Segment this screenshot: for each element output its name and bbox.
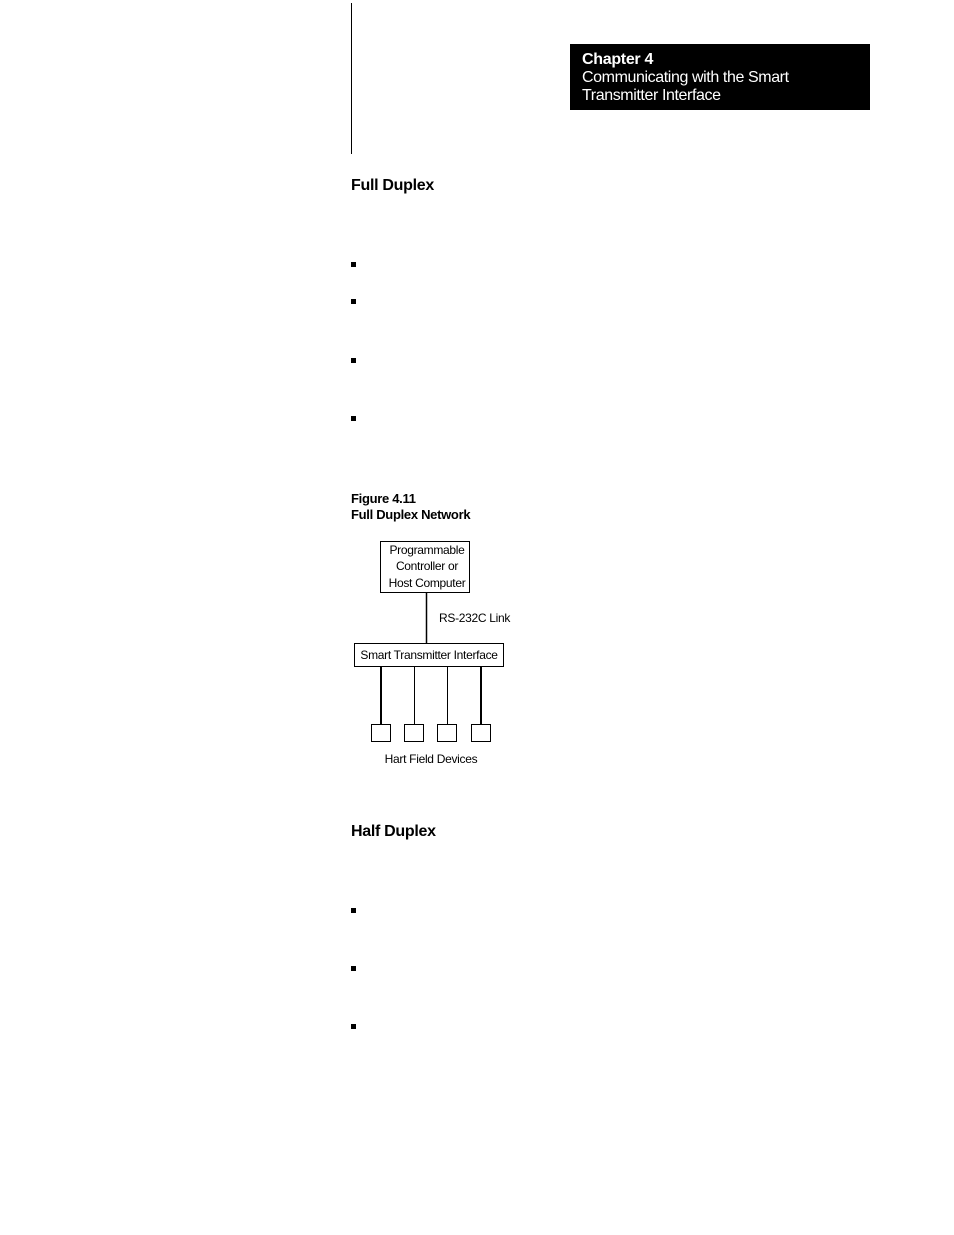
figure-title: Full Duplex Network (351, 507, 471, 522)
host-label-line2: Controller or (395, 559, 459, 573)
full-duplex-network-diagram (340, 530, 540, 775)
hart-device-box-1 (372, 725, 391, 742)
chapter-title-line2: Transmitter Interface (582, 87, 721, 104)
rs232-link-label: RS-232C Link (439, 611, 511, 625)
full-duplex-bullet-2 (351, 299, 356, 304)
margin-rule (351, 3, 352, 154)
chapter-label: Chapter 4 (582, 51, 654, 68)
full-duplex-bullet-3 (351, 358, 356, 363)
half-duplex-bullet-1 (351, 908, 356, 913)
half-duplex-bullet-3 (351, 1024, 356, 1029)
devices-label: Hart Field Devices (384, 752, 478, 766)
figure-number: Figure 4.11 (351, 491, 416, 506)
half-duplex-heading: Half Duplex (351, 823, 436, 840)
full-duplex-bullet-4 (351, 416, 356, 421)
hart-device-box-3 (438, 725, 457, 742)
interface-label: Smart Transmitter Interface (360, 648, 498, 662)
hart-device-box-2 (405, 725, 424, 742)
full-duplex-bullet-1 (351, 262, 356, 267)
figure-caption (351, 491, 470, 523)
half-duplex-bullet-2 (351, 966, 356, 971)
host-label-line3: Host Computer (388, 576, 466, 590)
full-duplex-heading: Full Duplex (351, 177, 434, 194)
chapter-title-line1: Communicating with the Smart (582, 69, 789, 86)
chapter-header (570, 44, 870, 110)
host-label-line1: Programmable (389, 543, 465, 557)
hart-device-box-4 (472, 725, 491, 742)
